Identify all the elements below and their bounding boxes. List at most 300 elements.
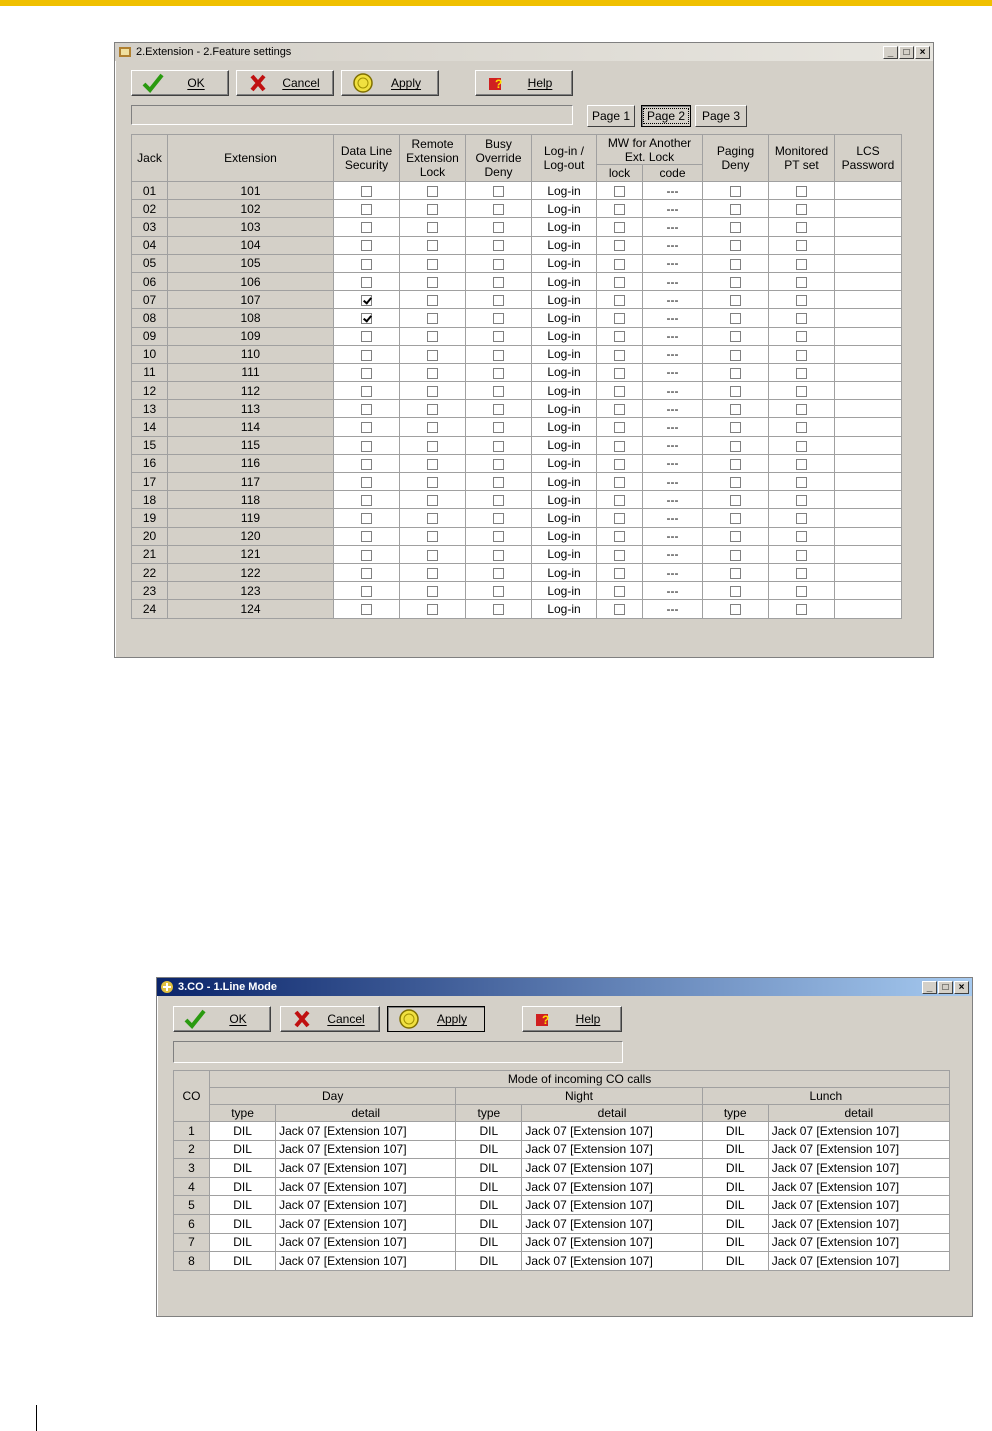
lcs-password-cell[interactable]: [835, 345, 902, 363]
lunch-detail-cell[interactable]: Jack 07 [Extension 107]: [768, 1140, 949, 1159]
busy-override-deny-checkbox[interactable]: [493, 441, 504, 452]
remote-extension-lock-checkbox[interactable]: [427, 477, 438, 488]
night-detail-cell[interactable]: Jack 07 [Extension 107]: [522, 1177, 702, 1196]
mw-lock-cell: [597, 563, 643, 581]
day-type-cell[interactable]: DIL: [210, 1252, 276, 1271]
mw-code-cell[interactable]: ---: [643, 327, 703, 345]
login-cell[interactable]: Log-in: [532, 418, 597, 436]
mw-code-cell[interactable]: ---: [643, 291, 703, 309]
lcs-password-cell[interactable]: [835, 418, 902, 436]
remote-extension-lock-checkbox[interactable]: [427, 368, 438, 379]
day-type-cell[interactable]: DIL: [210, 1196, 276, 1215]
busy-override-deny-checkbox[interactable]: [493, 568, 504, 579]
paging-deny-checkbox[interactable]: [730, 313, 741, 324]
remote-extension-lock-checkbox[interactable]: [427, 277, 438, 288]
data-line-security-checkbox[interactable]: [361, 513, 372, 524]
paging-deny-cell: [703, 236, 769, 254]
lcs-password-cell[interactable]: [835, 182, 902, 200]
mw-code-cell[interactable]: ---: [643, 200, 703, 218]
remote-extension-lock-checkbox[interactable]: [427, 513, 438, 524]
paging-deny-checkbox[interactable]: [730, 277, 741, 288]
mw-code-cell[interactable]: ---: [643, 272, 703, 290]
login-cell[interactable]: Log-in: [532, 218, 597, 236]
monitored-pt-set-checkbox[interactable]: [796, 441, 807, 452]
mw-code-cell[interactable]: ---: [643, 527, 703, 545]
night-detail-cell[interactable]: Jack 07 [Extension 107]: [522, 1140, 702, 1159]
mw-code-cell[interactable]: ---: [643, 363, 703, 381]
day-type-cell[interactable]: DIL: [210, 1214, 276, 1233]
paging-deny-checkbox[interactable]: [730, 404, 741, 415]
lcs-password-cell[interactable]: [835, 327, 902, 345]
lcs-password-cell[interactable]: [835, 291, 902, 309]
monitored-pt-set-checkbox[interactable]: [796, 240, 807, 251]
page-2-button[interactable]: Page 2: [641, 105, 691, 127]
lunch-detail-cell[interactable]: Jack 07 [Extension 107]: [768, 1214, 949, 1233]
mw-lock-checkbox[interactable]: [614, 477, 625, 488]
day-detail-cell[interactable]: Jack 07 [Extension 107]: [276, 1214, 456, 1233]
data-line-security-checkbox[interactable]: [361, 404, 372, 415]
remote-extension-lock-checkbox[interactable]: [427, 495, 438, 506]
data-line-security-checkbox[interactable]: [361, 459, 372, 470]
jack-cell: 21: [132, 545, 168, 563]
remote-extension-lock-checkbox[interactable]: [427, 586, 438, 597]
remote-extension-lock-checkbox[interactable]: [427, 240, 438, 251]
day-type-cell[interactable]: DIL: [210, 1159, 276, 1178]
header-day-detail: detail: [276, 1105, 456, 1122]
busy-override-deny-checkbox[interactable]: [493, 313, 504, 324]
busy-override-deny-checkbox[interactable]: [493, 186, 504, 197]
remote-extension-lock-checkbox[interactable]: [427, 350, 438, 361]
ok-button[interactable]: [131, 70, 229, 96]
mw-lock-checkbox[interactable]: [614, 331, 625, 342]
data-line-security-checkbox[interactable]: [361, 222, 372, 233]
monitored-pt-set-checkbox[interactable]: [796, 604, 807, 615]
remote-extension-lock-checkbox[interactable]: [427, 295, 438, 306]
paging-deny-checkbox[interactable]: [730, 386, 741, 397]
monitored-pt-set-checkbox[interactable]: [796, 586, 807, 597]
page-3-button[interactable]: Page 3: [695, 105, 747, 127]
mw-code-cell[interactable]: ---: [643, 400, 703, 418]
data-line-security-checkbox[interactable]: [361, 331, 372, 342]
day-detail-cell[interactable]: Jack 07 [Extension 107]: [276, 1159, 456, 1178]
busy-override-deny-checkbox[interactable]: [493, 277, 504, 288]
paging-deny-checkbox[interactable]: [730, 422, 741, 433]
paging-deny-checkbox[interactable]: [730, 477, 741, 488]
data-line-security-checkbox[interactable]: [361, 477, 372, 488]
lunch-type-cell[interactable]: DIL: [702, 1214, 768, 1233]
night-detail-cell[interactable]: Jack 07 [Extension 107]: [522, 1233, 702, 1252]
busy-override-deny-checkbox[interactable]: [493, 459, 504, 470]
remote-extension-lock-checkbox[interactable]: [427, 604, 438, 615]
header-remote-lock: Remote Extension Lock: [400, 135, 466, 182]
remote-extension-lock-checkbox[interactable]: [427, 441, 438, 452]
lunch-type-cell[interactable]: DIL: [702, 1233, 768, 1252]
login-cell[interactable]: Log-in: [532, 582, 597, 600]
lunch-type-cell[interactable]: DIL: [702, 1196, 768, 1215]
mw-lock-checkbox[interactable]: [614, 295, 625, 306]
day-detail-cell[interactable]: Jack 07 [Extension 107]: [276, 1233, 456, 1252]
paging-deny-cell: [703, 509, 769, 527]
mw-lock-checkbox[interactable]: [614, 586, 625, 597]
mw-code-cell[interactable]: ---: [643, 491, 703, 509]
data-line-security-checkbox[interactable]: [361, 186, 372, 197]
busy-override-deny-checkbox[interactable]: [493, 422, 504, 433]
mw-lock-checkbox[interactable]: [614, 222, 625, 233]
monitored-pt-set-checkbox[interactable]: [796, 259, 807, 270]
cancel-button-2[interactable]: [280, 1006, 380, 1032]
data-line-security-checkbox[interactable]: [361, 240, 372, 251]
day-detail-cell[interactable]: Jack 07 [Extension 107]: [276, 1122, 456, 1141]
lunch-detail-cell[interactable]: Jack 07 [Extension 107]: [768, 1252, 949, 1271]
night-type-cell[interactable]: DIL: [456, 1196, 522, 1215]
mw-lock-checkbox[interactable]: [614, 350, 625, 361]
header-login: Log-in / Log-out: [532, 135, 597, 182]
mw-lock-checkbox[interactable]: [614, 459, 625, 470]
data-line-security-checkbox[interactable]: [361, 386, 372, 397]
paging-deny-cell: [703, 309, 769, 327]
data-line-security-checkbox[interactable]: [361, 295, 372, 306]
monitored-pt-set-checkbox[interactable]: [796, 204, 807, 215]
mw-lock-checkbox[interactable]: [614, 604, 625, 615]
mw-lock-checkbox[interactable]: [614, 204, 625, 215]
mw-lock-checkbox[interactable]: [614, 386, 625, 397]
night-type-cell[interactable]: DIL: [456, 1214, 522, 1233]
maximize-button-2[interactable]: □: [938, 981, 953, 994]
monitored-pt-set-checkbox[interactable]: [796, 331, 807, 342]
lunch-detail-cell[interactable]: Jack 07 [Extension 107]: [768, 1159, 949, 1178]
data-line-security-checkbox[interactable]: [361, 495, 372, 506]
monitored-pt-set-checkbox[interactable]: [796, 186, 807, 197]
remote-extension-lock-checkbox[interactable]: [427, 331, 438, 342]
busy-override-deny-checkbox[interactable]: [493, 368, 504, 379]
lcs-password-cell[interactable]: [835, 563, 902, 581]
page-1-button[interactable]: Page 1: [587, 105, 635, 127]
paging-deny-checkbox[interactable]: [730, 459, 741, 470]
data-line-security-checkbox[interactable]: [361, 259, 372, 270]
night-type-cell[interactable]: DIL: [456, 1122, 522, 1141]
monitored-pt-set-checkbox[interactable]: [796, 404, 807, 415]
day-type-cell[interactable]: DIL: [210, 1177, 276, 1196]
night-type-cell[interactable]: DIL: [456, 1177, 522, 1196]
remote-extension-lock-checkbox[interactable]: [427, 313, 438, 324]
night-detail-cell[interactable]: Jack 07 [Extension 107]: [522, 1122, 702, 1141]
mw-code-cell[interactable]: ---: [643, 509, 703, 527]
remote-extension-lock-checkbox[interactable]: [427, 386, 438, 397]
day-detail-cell[interactable]: Jack 07 [Extension 107]: [276, 1252, 456, 1271]
busy-override-deny-checkbox[interactable]: [493, 259, 504, 270]
busy-override-deny-checkbox[interactable]: [493, 477, 504, 488]
busy-override-deny-checkbox[interactable]: [493, 495, 504, 506]
data-line-security-checkbox[interactable]: [361, 204, 372, 215]
lcs-password-cell[interactable]: [835, 200, 902, 218]
mw-lock-checkbox[interactable]: [614, 531, 625, 542]
login-cell[interactable]: Log-in: [532, 182, 597, 200]
monitored-pt-set-checkbox[interactable]: [796, 568, 807, 579]
lcs-password-cell[interactable]: [835, 545, 902, 563]
monitored-pt-set-checkbox[interactable]: [796, 368, 807, 379]
lunch-detail-cell[interactable]: Jack 07 [Extension 107]: [768, 1233, 949, 1252]
jack-cell: 02: [132, 200, 168, 218]
day-type-cell[interactable]: DIL: [210, 1233, 276, 1252]
monitored-pt-set-checkbox[interactable]: [796, 222, 807, 233]
login-cell[interactable]: Log-in: [532, 527, 597, 545]
data-line-security-checkbox[interactable]: [361, 368, 372, 379]
mw-lock-checkbox[interactable]: [614, 404, 625, 415]
busy-override-deny-checkbox[interactable]: [493, 531, 504, 542]
mw-lock-checkbox[interactable]: [614, 368, 625, 379]
data-line-security-checkbox[interactable]: [361, 422, 372, 433]
mw-code-cell[interactable]: ---: [643, 436, 703, 454]
remote-extension-lock-checkbox[interactable]: [427, 550, 438, 561]
login-cell[interactable]: Log-in: [532, 545, 597, 563]
lunch-type-cell[interactable]: DIL: [702, 1122, 768, 1141]
apply-button-2[interactable]: [387, 1006, 485, 1032]
mw-code-cell[interactable]: ---: [643, 236, 703, 254]
login-cell[interactable]: Log-in: [532, 200, 597, 218]
lcs-password-cell[interactable]: [835, 491, 902, 509]
login-cell[interactable]: Log-in: [532, 291, 597, 309]
remote-extension-lock-checkbox[interactable]: [427, 186, 438, 197]
paging-deny-checkbox[interactable]: [730, 568, 741, 579]
lcs-password-cell[interactable]: [835, 363, 902, 381]
login-cell[interactable]: Log-in: [532, 309, 597, 327]
busy-override-deny-checkbox[interactable]: [493, 404, 504, 415]
table-row: [132, 236, 902, 254]
lunch-detail-cell[interactable]: Jack 07 [Extension 107]: [768, 1122, 949, 1141]
co-number-cell: 7: [174, 1233, 210, 1252]
login-cell[interactable]: Log-in: [532, 454, 597, 472]
lunch-type-cell[interactable]: DIL: [702, 1252, 768, 1271]
paging-deny-checkbox[interactable]: [730, 550, 741, 561]
login-cell[interactable]: Log-in: [532, 509, 597, 527]
mw-lock-checkbox[interactable]: [614, 441, 625, 452]
lunch-detail-cell[interactable]: Jack 07 [Extension 107]: [768, 1177, 949, 1196]
lcs-password-cell[interactable]: [835, 509, 902, 527]
help-button[interactable]: [475, 70, 573, 96]
paging-deny-checkbox[interactable]: [730, 350, 741, 361]
remote-extension-lock-checkbox[interactable]: [427, 259, 438, 270]
data-line-security-checkbox[interactable]: [361, 604, 372, 615]
paging-deny-cell: [703, 291, 769, 309]
paging-deny-checkbox[interactable]: [730, 222, 741, 233]
jack-cell: 16: [132, 454, 168, 472]
data-line-security-checkbox[interactable]: [361, 277, 372, 288]
remote-extension-lock-checkbox[interactable]: [427, 222, 438, 233]
mw-code-cell[interactable]: ---: [643, 182, 703, 200]
paging-deny-checkbox[interactable]: [730, 204, 741, 215]
apply-button[interactable]: [341, 70, 439, 96]
night-detail-cell[interactable]: Jack 07 [Extension 107]: [522, 1252, 702, 1271]
lcs-password-cell[interactable]: [835, 236, 902, 254]
lunch-type-cell[interactable]: DIL: [702, 1140, 768, 1159]
lcs-password-cell[interactable]: [835, 254, 902, 272]
mw-code-cell[interactable]: ---: [643, 345, 703, 363]
paging-deny-checkbox[interactable]: [730, 513, 741, 524]
close-button[interactable]: ×: [915, 46, 930, 59]
lcs-password-cell[interactable]: [835, 382, 902, 400]
login-cell[interactable]: Log-in: [532, 491, 597, 509]
lcs-password-cell[interactable]: [835, 454, 902, 472]
day-detail-cell[interactable]: Jack 07 [Extension 107]: [276, 1196, 456, 1215]
login-cell[interactable]: Log-in: [532, 254, 597, 272]
mw-lock-checkbox[interactable]: [614, 550, 625, 561]
paging-deny-checkbox[interactable]: [730, 259, 741, 270]
login-cell[interactable]: Log-in: [532, 363, 597, 381]
login-cell[interactable]: Log-in: [532, 382, 597, 400]
remote-extension-lock-checkbox[interactable]: [427, 459, 438, 470]
close-button-2[interactable]: ×: [954, 981, 969, 994]
monitored-pt-set-cell: [769, 345, 835, 363]
busy-override-deny-checkbox[interactable]: [493, 204, 504, 215]
mw-code-cell[interactable]: ---: [643, 382, 703, 400]
remote-extension-lock-checkbox[interactable]: [427, 568, 438, 579]
mw-code-cell[interactable]: ---: [643, 218, 703, 236]
paging-deny-checkbox[interactable]: [730, 495, 741, 506]
minimize-button[interactable]: _: [883, 46, 898, 59]
mw-lock-checkbox[interactable]: [614, 259, 625, 270]
data-line-security-checkbox[interactable]: [361, 313, 372, 324]
monitored-pt-set-checkbox[interactable]: [796, 550, 807, 561]
day-type-cell[interactable]: DIL: [210, 1140, 276, 1159]
paging-deny-checkbox[interactable]: [730, 186, 741, 197]
mw-lock-checkbox[interactable]: [614, 186, 625, 197]
lunch-detail-cell[interactable]: Jack 07 [Extension 107]: [768, 1196, 949, 1215]
mw-code-cell[interactable]: ---: [643, 545, 703, 563]
monitored-pt-set-checkbox[interactable]: [796, 531, 807, 542]
login-cell[interactable]: Log-in: [532, 436, 597, 454]
monitored-pt-set-checkbox[interactable]: [796, 495, 807, 506]
mw-code-cell[interactable]: ---: [643, 473, 703, 491]
mw-lock-checkbox[interactable]: [614, 513, 625, 524]
minimize-button-2[interactable]: _: [922, 981, 937, 994]
night-detail-cell[interactable]: Jack 07 [Extension 107]: [522, 1159, 702, 1178]
day-type-cell[interactable]: DIL: [210, 1122, 276, 1141]
lunch-type-cell[interactable]: DIL: [702, 1177, 768, 1196]
monitored-pt-set-checkbox[interactable]: [796, 350, 807, 361]
table-row: [132, 382, 902, 400]
mw-code-cell[interactable]: ---: [643, 582, 703, 600]
monitored-pt-set-checkbox[interactable]: [796, 313, 807, 324]
mw-code-cell[interactable]: ---: [643, 309, 703, 327]
mw-code-cell[interactable]: ---: [643, 600, 703, 618]
cancel-button[interactable]: [236, 70, 334, 96]
window-title: 2.Extension - 2.Feature settings: [136, 46, 292, 58]
extension-cell: 121: [168, 545, 334, 563]
login-cell[interactable]: Log-in: [532, 400, 597, 418]
paging-deny-checkbox[interactable]: [730, 586, 741, 597]
remote-extension-lock-checkbox[interactable]: [427, 404, 438, 415]
monitored-pt-set-checkbox[interactable]: [796, 513, 807, 524]
paging-deny-checkbox[interactable]: [730, 331, 741, 342]
data-line-security-checkbox[interactable]: [361, 441, 372, 452]
paging-deny-checkbox[interactable]: [730, 441, 741, 452]
login-cell[interactable]: Log-in: [532, 600, 597, 618]
night-type-cell[interactable]: DIL: [456, 1159, 522, 1178]
mw-lock-checkbox[interactable]: [614, 568, 625, 579]
data-line-security-checkbox[interactable]: [361, 350, 372, 361]
lcs-password-cell[interactable]: [835, 436, 902, 454]
night-type-cell[interactable]: DIL: [456, 1140, 522, 1159]
mw-lock-checkbox[interactable]: [614, 422, 625, 433]
paging-deny-checkbox[interactable]: [730, 368, 741, 379]
busy-override-deny-checkbox[interactable]: [493, 295, 504, 306]
login-cell[interactable]: Log-in: [532, 345, 597, 363]
help-button-2[interactable]: [522, 1006, 622, 1032]
remote-extension-lock-checkbox[interactable]: [427, 204, 438, 215]
data-line-security-checkbox[interactable]: [361, 550, 372, 561]
login-cell[interactable]: Log-in: [532, 327, 597, 345]
busy-override-deny-checkbox[interactable]: [493, 386, 504, 397]
lcs-password-cell[interactable]: [835, 582, 902, 600]
data-line-security-checkbox[interactable]: [361, 586, 372, 597]
lcs-password-cell[interactable]: [835, 309, 902, 327]
night-type-cell[interactable]: DIL: [456, 1233, 522, 1252]
login-cell[interactable]: Log-in: [532, 272, 597, 290]
busy-override-deny-checkbox[interactable]: [493, 550, 504, 561]
data-line-security-checkbox[interactable]: [361, 531, 372, 542]
busy-override-deny-checkbox[interactable]: [493, 240, 504, 251]
paging-deny-checkbox[interactable]: [730, 531, 741, 542]
busy-override-deny-checkbox[interactable]: [493, 586, 504, 597]
lcs-password-cell[interactable]: [835, 272, 902, 290]
paging-deny-cell: [703, 563, 769, 581]
mw-code-cell[interactable]: ---: [643, 254, 703, 272]
monitored-pt-set-checkbox[interactable]: [796, 386, 807, 397]
mw-lock-checkbox[interactable]: [614, 277, 625, 288]
monitored-pt-set-checkbox[interactable]: [796, 459, 807, 470]
busy-override-deny-checkbox[interactable]: [493, 604, 504, 615]
ok-button-2[interactable]: [173, 1006, 271, 1032]
mw-lock-checkbox[interactable]: [614, 313, 625, 324]
lunch-type-cell[interactable]: DIL: [702, 1159, 768, 1178]
lcs-password-cell[interactable]: [835, 600, 902, 618]
paging-deny-checkbox[interactable]: [730, 240, 741, 251]
lcs-password-cell[interactable]: [835, 527, 902, 545]
monitored-pt-set-checkbox[interactable]: [796, 477, 807, 488]
paging-deny-checkbox[interactable]: [730, 604, 741, 615]
day-detail-cell[interactable]: Jack 07 [Extension 107]: [276, 1177, 456, 1196]
monitored-pt-set-checkbox[interactable]: [796, 422, 807, 433]
remote-extension-lock-checkbox[interactable]: [427, 531, 438, 542]
mw-code-cell[interactable]: ---: [643, 454, 703, 472]
lcs-password-cell[interactable]: [835, 473, 902, 491]
busy-override-deny-checkbox[interactable]: [493, 331, 504, 342]
login-cell[interactable]: Log-in: [532, 563, 597, 581]
night-type-cell[interactable]: DIL: [456, 1252, 522, 1271]
day-detail-cell[interactable]: Jack 07 [Extension 107]: [276, 1140, 456, 1159]
mw-lock-checkbox[interactable]: [614, 240, 625, 251]
lcs-password-cell[interactable]: [835, 400, 902, 418]
monitored-pt-set-checkbox[interactable]: [796, 277, 807, 288]
busy-override-deny-checkbox[interactable]: [493, 350, 504, 361]
lcs-password-cell[interactable]: [835, 218, 902, 236]
data-line-security-checkbox[interactable]: [361, 568, 372, 579]
login-cell[interactable]: Log-in: [532, 473, 597, 491]
night-detail-cell[interactable]: Jack 07 [Extension 107]: [522, 1196, 702, 1215]
paging-deny-checkbox[interactable]: [730, 295, 741, 306]
mw-code-cell[interactable]: ---: [643, 418, 703, 436]
busy-override-deny-checkbox[interactable]: [493, 513, 504, 524]
night-detail-cell[interactable]: Jack 07 [Extension 107]: [522, 1214, 702, 1233]
monitored-pt-set-checkbox[interactable]: [796, 295, 807, 306]
maximize-button[interactable]: □: [899, 46, 914, 59]
busy-override-deny-checkbox[interactable]: [493, 222, 504, 233]
mw-code-cell[interactable]: ---: [643, 563, 703, 581]
mw-lock-cell: [597, 272, 643, 290]
login-cell[interactable]: Log-in: [532, 236, 597, 254]
remote-extension-lock-checkbox[interactable]: [427, 422, 438, 433]
mw-lock-checkbox[interactable]: [614, 495, 625, 506]
